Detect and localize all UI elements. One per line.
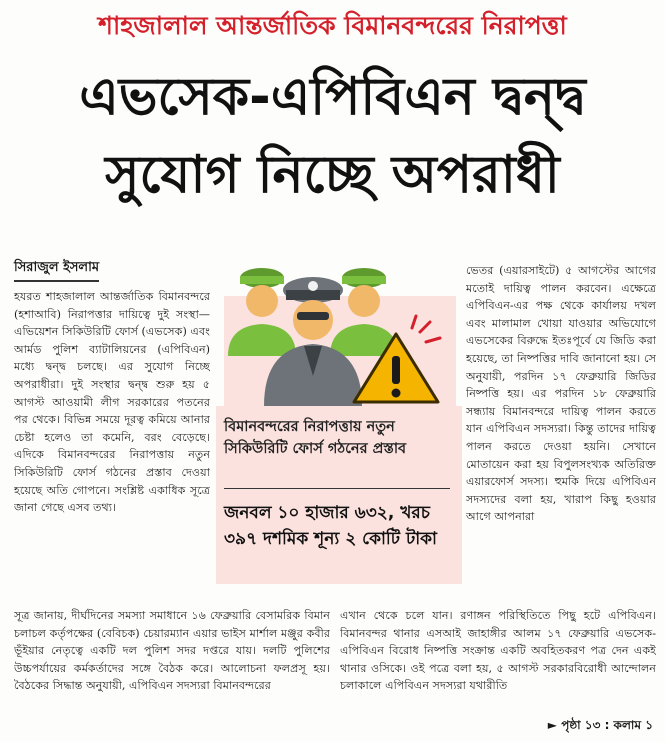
article-paragraph: এখান থেকে চলে যান। রণাঙ্গন পরিস্থিতিতে পিছু হটে এপিবিএন। বিমানবন্দর থানার এসআই জাহাঙ্গীর আলম ১৭ ফেব্রুয়ারি এভসেক-এপিবিএন বিরোধ নিষ্পত্তি সংক্রান্ত একটি অবহিতকরণ পত্র দেন একই থানার ওসিকে। ওই পত্রে বলা হয়, ৫ আগস্ট সরকারবিরোধী আন্দোলন চলাকালে এপিবিএন সদস্যরা যথারীতি	[340, 609, 656, 693]
pull-quote-heading: বিমানবন্দরের নিরাপত্তায় নতুন সিকিউরিটি ফোর্স গঠনের প্রস্তাব	[224, 419, 407, 457]
main-headline	[0, 58, 665, 214]
pull-quote-divider	[224, 488, 450, 489]
article-column-right	[466, 262, 656, 602]
byline: সিরাজুল ইসলাম	[14, 258, 99, 282]
article-paragraph: সূত্র জানায়, দীর্ঘদিনের সমস্যা সমাধানে ১৬ ফেব্রুয়ারি বেসামরিক বিমান চলাচল কর্তৃপক্ষের (বেবিচক) চেয়ারম্যান এয়ার ভাইস মার্শাল মঞ্জুর কবীর ভূঁইয়ার নেতৃত্বে একটি দল পুলিশ সদর দপ্তরে যায়। দলটি পুলিশের উচ্চপর্যায়ের কর্মকর্তাদের সঙ্গে বৈঠক করে। আলোচনা ফলপ্রসূ হয়। বৈঠকের সিদ্ধান্ত অনুযায়ী, এপিবিএন সদস্যরা বিমানবন্দরের	[14, 609, 330, 693]
article-column-bottom-right	[340, 607, 656, 721]
security-guards-illustration	[224, 256, 456, 406]
pull-quote-box	[216, 406, 462, 584]
pull-quote-figure: জনবল ১০ হাজার ৬৩২, খরচ ৩৯৭ দশমিক শূন্য ২ কোটি টাকা	[224, 503, 437, 549]
continued-page-ref: ► পৃষ্ঠা ১৩ : কলাম ১	[547, 718, 653, 732]
article-column-bottom-left	[14, 607, 330, 721]
headline-line-1: এভসেক-এপিবিএন দ্বন্দ্ব	[79, 67, 586, 127]
kicker-headline: শাহজালাল আন্তর্জাতিক বিমানবন্দরের নিরাপত্তা	[98, 11, 567, 40]
article-paragraph: ভেতর (এয়ারসাইটে) ৫ আগস্টের আগের মতোই দায়িত্ব পালন করবেন। এক্ষেত্রে এপিবিএন-এর পক্ষ থেকে কার্যালয় দখল এবং মালামাল খোয়া যাওয়ার অভিযোগে এভসেকের বিরুদ্ধে ইতঃপূর্বে যে জিডি করা হয়েছে, তা নিষ্পত্তির দাবি জানানো হয়। সে অনুযায়ী, পরদিন ১৭ ফেব্রুয়ারি জিডির নিষ্পত্তি হয়। এর পরদিন ১৮ ফেব্রুয়ারি সন্ধ্যায় বিমানবন্দরে দায়িত্ব পালন করতে যান এপিবিএন সদস্যরা। কিন্তু তাদের দায়িত্ব পালন করতে দেওয়া হয়নি। সেখানে মোতায়েন করা হয় বিপুলসংখ্যক অতিরিক্ত এয়ারফোর্স সদস্য। হুমকি দিয়ে এপিবিএন সদস্যদের বলা হয়, খারাপ কিছু হওয়ার আগে আপনারা	[466, 264, 656, 524]
headline-line-2: সুযোগ নিচ্ছে অপরাধী	[105, 145, 560, 205]
article-paragraph: হযরত শাহজালাল আন্তর্জাতিক বিমানবন্দরে (হশাআবি) নিরাপত্তার দায়িত্বে দুই সংস্থা—এভিয়েশন সিকিউরিটি ফোর্স (এভসেক) এবং আর্মড পুলিশ ব্যাটালিয়নের (এপিবিএন) মধ্যে দ্বন্দ্ব চলছে। এর সুযোগ নিচ্ছে অপরাধীরা। দুই সংস্থার দ্বন্দ্ব শুরু হয় ৫ আগস্ট আওয়ামী লীগ সরকারের পতনের পর থেকে। বিভিন্ন সময়ে দূরত্ব কমিয়ে আনার চেষ্টা হলেও তা কমেনি, বরং বেড়েছে। এদিকে বিমানবন্দরের নিরাপত্তায় নতুন সিকিউরিটি ফোর্স গঠনের প্রস্তাব দেওয়া হয়েছে অতি গোপনে। সংশ্লিষ্ট একাধিক সূত্রে জানা গেছে এসব তথ্য।	[14, 290, 210, 515]
article-column-left	[14, 288, 210, 608]
